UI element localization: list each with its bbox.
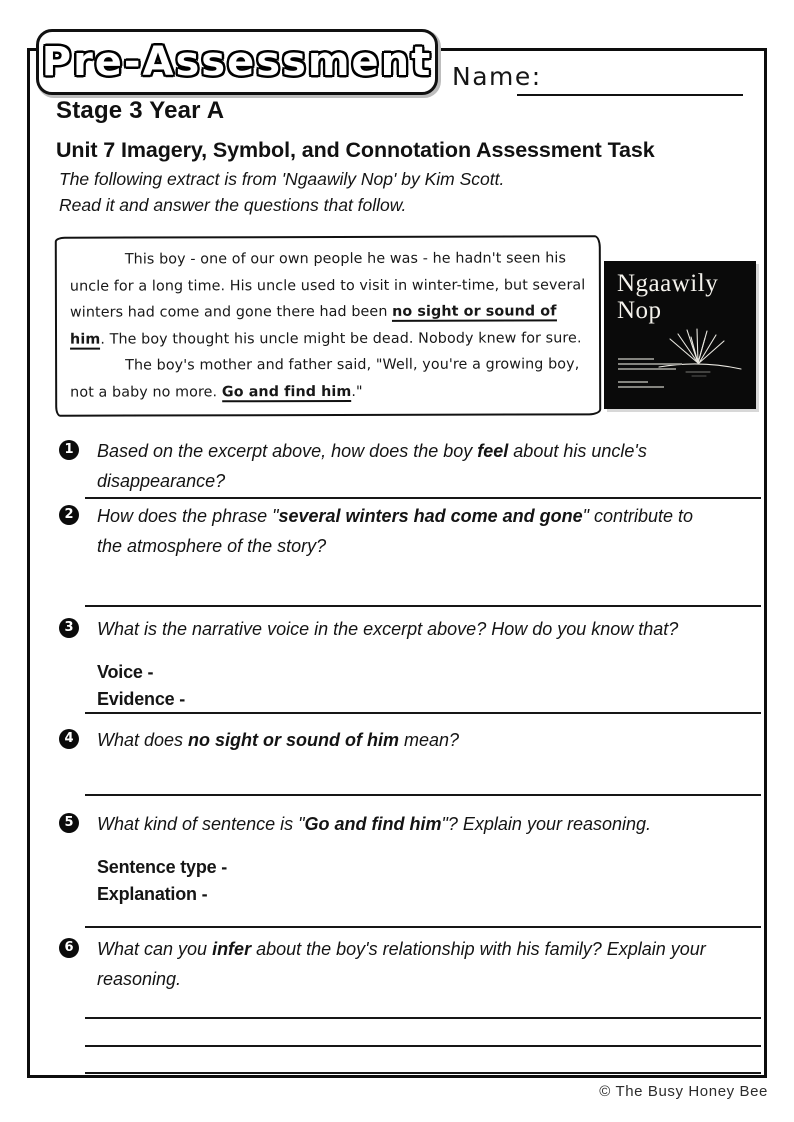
- pre-assessment-badge: [36, 29, 438, 95]
- cover-credits-line: [618, 386, 664, 388]
- text-segment: What kind of sentence is ": [97, 814, 305, 834]
- text-segment: "? Explain your reasoning.: [441, 814, 652, 834]
- text-segment: What is the narrative voice in the excerpt above? How do you know that?: [97, 619, 679, 639]
- instruction-line-2: Read it and answer the questions that follow.: [59, 195, 407, 215]
- text-segment: mean?: [399, 730, 460, 750]
- question-text: [97, 934, 715, 994]
- book-cover-title-line1: Ngaawily: [617, 270, 719, 297]
- copyright-text: © The Busy Honey Bee: [599, 1083, 768, 1100]
- text-segment: .": [351, 383, 363, 400]
- extract-box: [55, 235, 601, 416]
- answer-line[interactable]: [85, 1072, 761, 1074]
- text-segment: The boy's mother and father said, "Well, you're a growing boy, not a baby no more.: [70, 356, 580, 401]
- question-text: [97, 809, 715, 839]
- emphasized-text: infer: [212, 939, 252, 959]
- text-segment: . The boy thought his uncle might be dead. Nobody knew for sure.: [100, 329, 582, 348]
- emphasized-text: no sight or sound of him: [188, 730, 400, 750]
- text-segment: Based on the excerpt above, how does the boy: [97, 441, 478, 461]
- tree-illustration-icon: [656, 327, 744, 379]
- answer-line[interactable]: [85, 1017, 761, 1019]
- emphasized-text: Go and find him: [221, 383, 352, 400]
- text-segment: about the boy's relationship with his family? Explain your reasoning.: [97, 939, 706, 989]
- answer-line[interactable]: [85, 497, 761, 499]
- name-input-line[interactable]: [517, 94, 743, 96]
- answer-prompt-label: Sentence type -: [97, 857, 228, 877]
- text-segment: How does the phrase ": [97, 506, 279, 526]
- book-cover: [604, 261, 756, 409]
- text-segment: This boy - one of our own people he was - he hadn't seen his uncle for a long time. His uncle used to visit in winter-time, but several winters had come and gone there had been: [69, 250, 586, 321]
- instruction-line-1: The following extract is from 'Ngaawily Nop' by Kim Scott.: [59, 169, 505, 189]
- extract-paragraph: [70, 351, 586, 405]
- question-number-badge: 6: [59, 938, 79, 958]
- stage-heading: Stage 3 Year A: [56, 97, 225, 124]
- question-number-badge: 4: [59, 729, 79, 749]
- badge-title: Pre-Assessment: [41, 39, 433, 85]
- answer-line[interactable]: [85, 1045, 761, 1047]
- question-text: [97, 614, 715, 644]
- cover-credits-line: [618, 363, 682, 365]
- name-label: Name:: [452, 62, 542, 91]
- emphasized-text: Go and find him: [304, 814, 442, 834]
- answer-prompt-label: Evidence -: [97, 689, 186, 709]
- copyright-footer: [599, 1083, 768, 1100]
- text-segment: What can you: [97, 939, 213, 959]
- cover-credits-line: [618, 368, 676, 370]
- answer-prompt-label: Voice -: [97, 662, 154, 682]
- text-segment: about his uncle's disappearance?: [97, 441, 647, 491]
- text-segment: What does: [97, 730, 189, 750]
- answer-line[interactable]: [85, 926, 761, 928]
- answer-line[interactable]: [85, 605, 761, 607]
- question-number-badge: 3: [59, 618, 79, 638]
- question-number-badge: 1: [59, 440, 79, 460]
- answer-prompt-label: Explanation -: [97, 884, 208, 904]
- emphasized-text: no sight or sound of him: [70, 303, 557, 348]
- book-cover-title: [617, 270, 718, 324]
- question-text: [97, 436, 715, 496]
- book-cover-title-line2: Nop: [617, 297, 662, 324]
- answer-line[interactable]: [85, 794, 761, 796]
- cover-credits-line: [618, 358, 654, 360]
- question-number-badge: 5: [59, 813, 79, 833]
- unit-title-heading: Unit 7 Imagery, Symbol, and Connotation Assessment Task: [56, 138, 655, 162]
- answer-line[interactable]: [85, 712, 761, 714]
- extract-paragraph: [70, 245, 586, 352]
- question-number-badge: 2: [59, 505, 79, 525]
- question-text: [97, 725, 715, 755]
- emphasized-text: feel: [477, 441, 509, 461]
- emphasized-text: several winters had come and gone: [278, 506, 583, 526]
- question-text: [97, 501, 715, 561]
- text-segment: " contribute to the atmosphere of the story?: [97, 506, 694, 556]
- cover-credits-line: [618, 381, 648, 383]
